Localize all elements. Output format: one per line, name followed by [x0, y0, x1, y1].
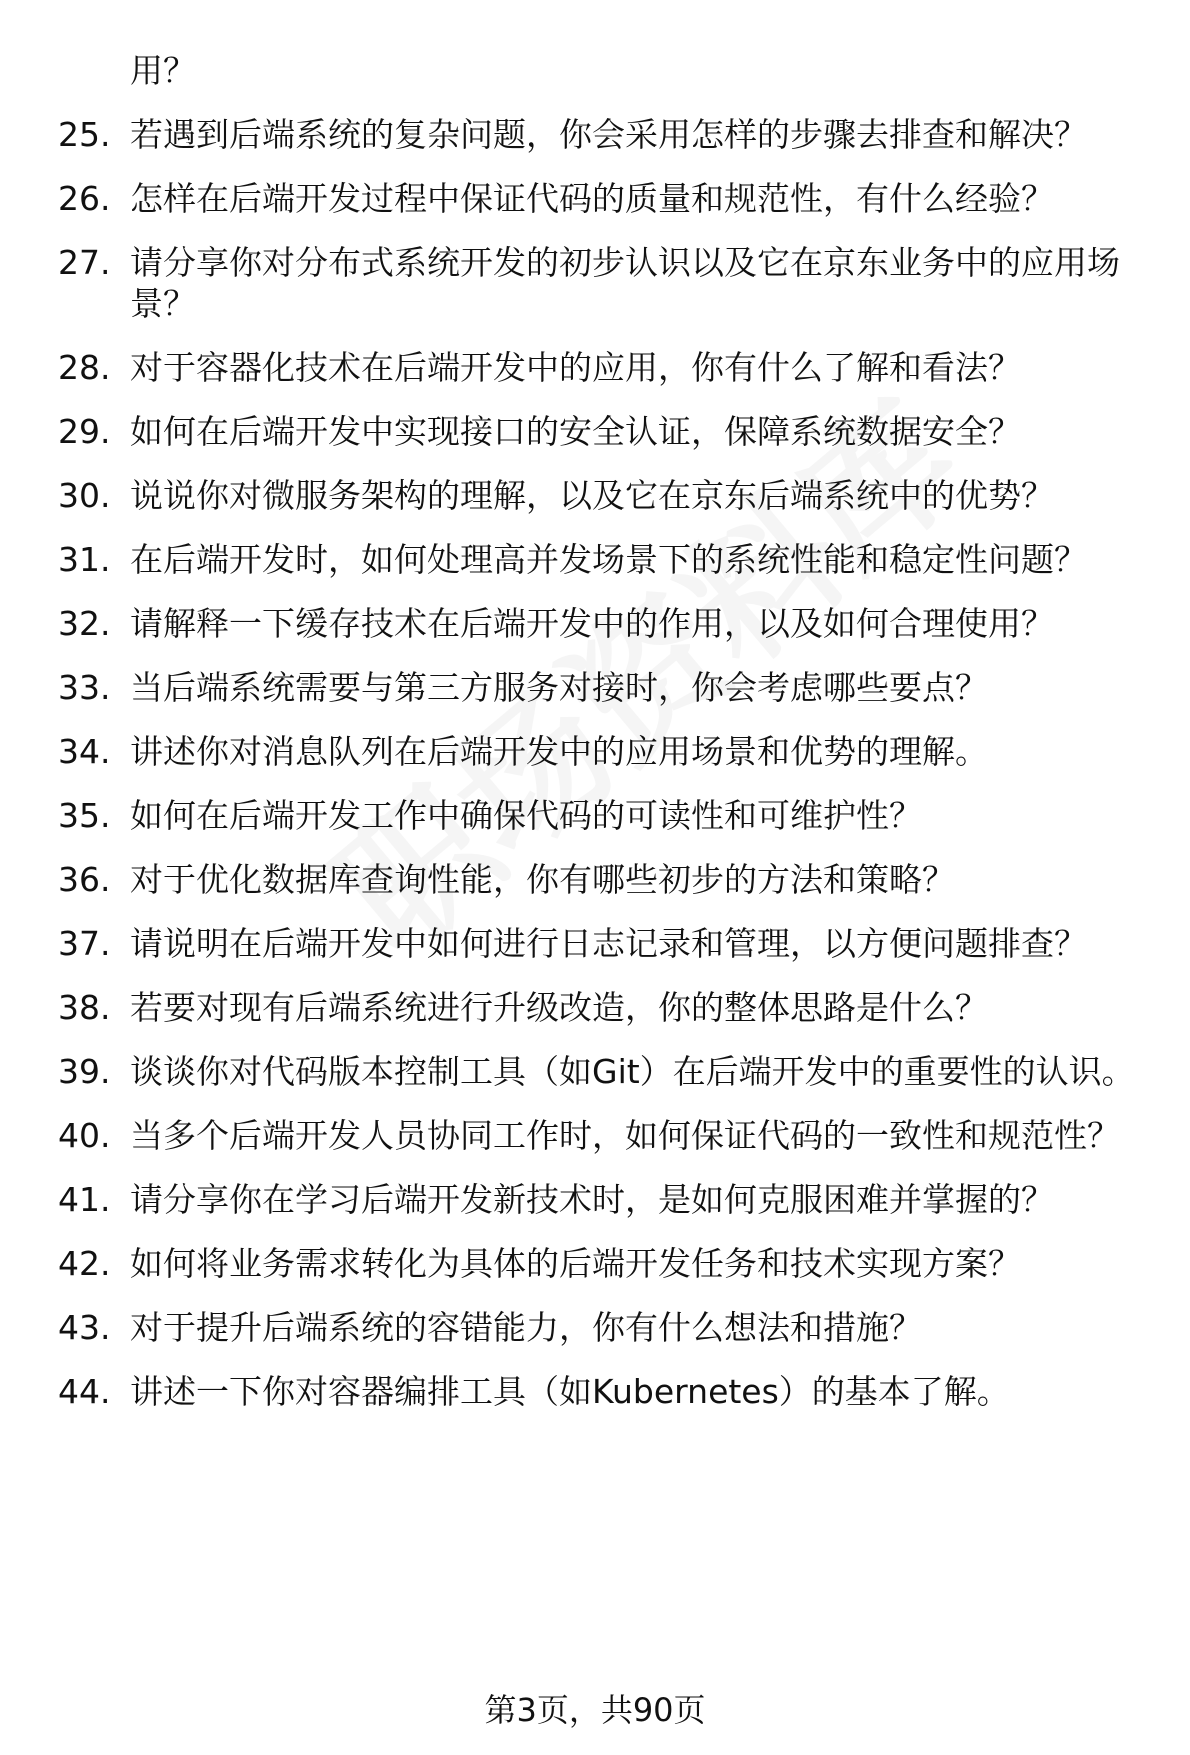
question-text: 若遇到后端系统的复杂问题，你会采用怎样的步骤去排查和解决？ [130, 115, 1087, 154]
question-number: 27. [58, 243, 111, 282]
question-number: 37. [58, 924, 111, 963]
question-text: 如何将业务需求转化为具体的后端开发任务和技术实现方案？ [130, 1244, 1021, 1283]
question-text: 对于提升后端系统的容错能力，你有什么想法和措施？ [130, 1308, 922, 1347]
question-item [58, 923, 1158, 964]
question-item [58, 347, 1158, 388]
question-text: 对于容器化技术在后端开发中的应用，你有什么了解和看法？ [130, 348, 1021, 387]
question-item [58, 1307, 1158, 1348]
question-number: 44. [58, 1372, 111, 1411]
question-number: 32. [58, 604, 111, 643]
question-number: 40. [58, 1116, 111, 1155]
question-text: 如何在后端开发工作中确保代码的可读性和可维护性？ [130, 796, 922, 835]
question-number: 28. [58, 348, 111, 387]
question-text: 讲述你对消息队列在后端开发中的应用场景和优势的理解。 [130, 732, 988, 771]
question-item [58, 114, 1158, 155]
question-item [58, 1051, 1158, 1092]
question-item [58, 1243, 1158, 1284]
question-item [58, 539, 1158, 580]
question-number: 39. [58, 1052, 111, 1091]
page-footer: 第3页，共90页 [484, 1691, 706, 1729]
question-item [58, 859, 1158, 900]
question-text: 说说你对微服务架构的理解，以及它在京东后端系统中的优势？ [130, 476, 1054, 515]
question-number: 26. [58, 179, 111, 218]
question-number: 36. [58, 860, 111, 899]
question-number: 34. [58, 732, 111, 771]
question-number: 43. [58, 1308, 111, 1347]
question-number: 29. [58, 412, 111, 451]
question-text: 在后端开发时，如何处理高并发场景下的系统性能和稳定性问题？ [130, 540, 1087, 579]
question-item [58, 475, 1158, 516]
question-text: 请分享你在学习后端开发新技术时，是如何克服困难并掌握的？ [130, 1180, 1054, 1219]
question-item [58, 411, 1158, 452]
question-text: 怎样在后端开发过程中保证代码的质量和规范性，有什么经验？ [130, 179, 1054, 218]
question-text: 若要对现有后端系统进行升级改造，你的整体思路是什么？ [130, 988, 988, 1027]
question-number: 35. [58, 796, 111, 835]
question-item [58, 795, 1158, 836]
question-item [58, 987, 1158, 1028]
question-text: 请分享你对分布式系统开发的初步认识以及它在京东业务中的应用场景？ [130, 243, 1120, 323]
question-item [58, 667, 1158, 708]
question-item [58, 1371, 1158, 1412]
question-number: 42. [58, 1244, 111, 1283]
question-list [58, 114, 1158, 1435]
question-number: 31. [58, 540, 111, 579]
question-number: 38. [58, 988, 111, 1027]
question-item [58, 242, 1158, 324]
question-text: 请解释一下缓存技术在后端开发中的作用，以及如何合理使用？ [130, 604, 1054, 643]
question-text: 讲述一下你对容器编排工具（如Kubernetes）的基本了解。 [130, 1372, 1010, 1411]
question-text: 对于优化数据库查询性能，你有哪些初步的方法和策略？ [130, 860, 955, 899]
question-text: 当多个后端开发人员协同工作时，如何保证代码的一致性和规范性？ [130, 1116, 1120, 1155]
question-text: 谈谈你对代码版本控制工具（如Git）在后端开发中的重要性的认识。 [130, 1052, 1135, 1091]
question-item [58, 603, 1158, 644]
question-text: 当后端系统需要与第三方服务对接时，你会考虑哪些要点？ [130, 668, 988, 707]
continuation-text: 用？ [130, 51, 196, 90]
question-text: 如何在后端开发中实现接口的安全认证，保障系统数据安全？ [130, 412, 1021, 451]
question-item [58, 178, 1158, 219]
question-item [58, 1179, 1158, 1220]
question-number: 33. [58, 668, 111, 707]
question-number: 41. [58, 1180, 111, 1219]
question-item [58, 731, 1158, 772]
question-number: 25. [58, 115, 111, 154]
question-text: 请说明在后端开发中如何进行日志记录和管理，以方便问题排查？ [130, 924, 1087, 963]
question-number: 30. [58, 476, 111, 515]
question-item [58, 1115, 1158, 1156]
